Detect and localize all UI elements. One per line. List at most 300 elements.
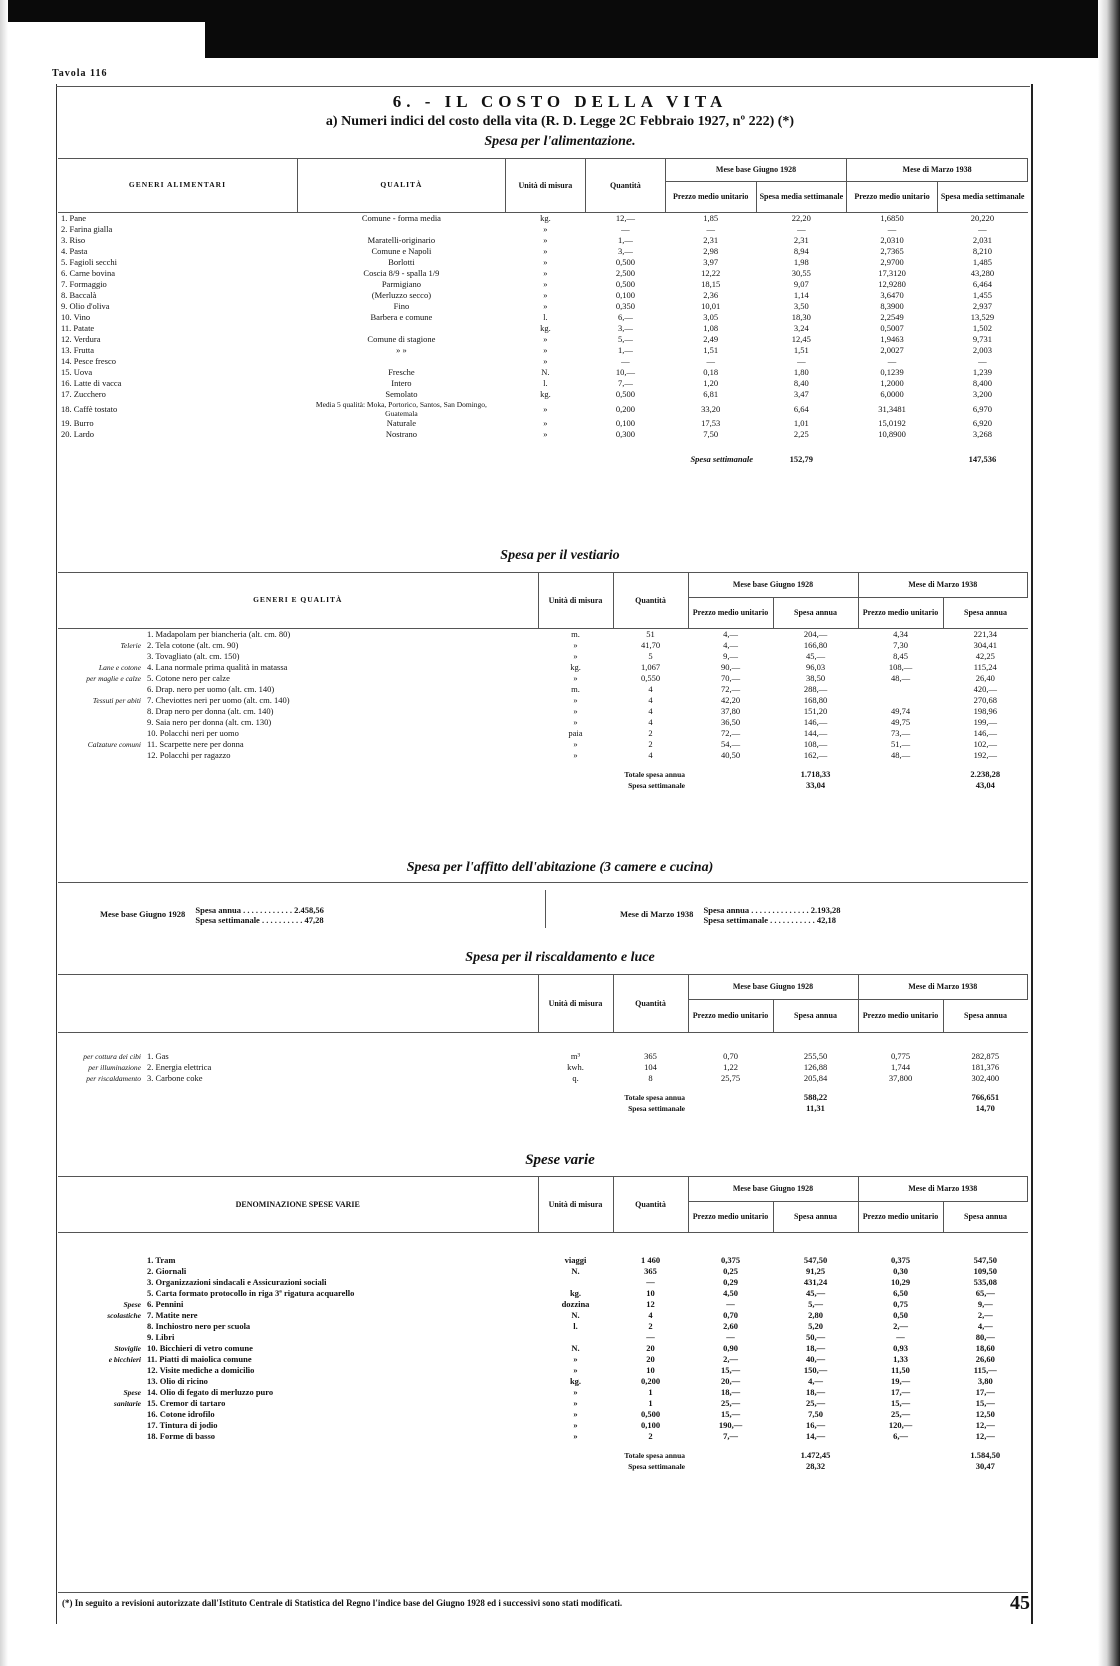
- heating-total-sett-label: Spesa settimanale: [628, 1104, 685, 1113]
- food-cell-prezzo-marzo: 0,1239: [880, 367, 904, 377]
- clothing-row: [58, 673, 1028, 684]
- clothing-cell-spesa-base: 162,—: [803, 750, 828, 760]
- misc-cell-prezzo-marzo: 25,—: [890, 1409, 911, 1419]
- misc-cell-prezzo-base: 2,—: [723, 1354, 738, 1364]
- misc-total-sett-label: Spesa settimanale: [628, 1462, 685, 1471]
- misc-col-spesa-base: Spesa annua: [773, 1202, 858, 1233]
- clothing-cell-gruppo: [58, 728, 144, 739]
- misc-cell-gruppo: [58, 1288, 144, 1299]
- food-cell-qualita: [297, 356, 505, 367]
- misc-total-annua-marzo: 1.584,50: [970, 1450, 1001, 1460]
- clothing-cell-prezzo-marzo: 4,34: [893, 629, 908, 639]
- misc-cell-unita: N.: [571, 1343, 580, 1353]
- misc-cell-voce: 16. Cotone idrofilo: [147, 1409, 215, 1419]
- food-cell-genere: 19. Burro: [61, 418, 94, 428]
- clothing-col-unita: Unità di misura: [538, 573, 613, 629]
- clothing-cell-unita: »: [573, 706, 578, 716]
- page-subtitle: a) Numeri indici del costo della vita (R. D. Legge 2C Febbraio 1927, nº 222) (*): [325, 114, 795, 129]
- misc-cell-prezzo-base: 0,25: [723, 1266, 738, 1276]
- food-row: [58, 235, 1028, 246]
- heating-cell-voce: 1. Gas: [147, 1051, 169, 1061]
- clothing-cell-gruppo: [58, 684, 144, 695]
- heating-table: [58, 974, 1028, 1114]
- clothing-cell-prezzo-marzo: 49,75: [890, 717, 911, 727]
- misc-cell-prezzo-base: —: [726, 1332, 735, 1342]
- food-cell-qualita: » »: [396, 345, 407, 355]
- misc-row: [58, 1376, 1028, 1387]
- food-cell-spesa-base: 2,31: [793, 235, 809, 245]
- misc-cell-prezzo-base: 0,375: [720, 1255, 741, 1265]
- clothing-cell-prezzo-marzo: 48,—: [890, 750, 911, 760]
- rent-marzo-annua-label: Spesa annua: [703, 905, 750, 915]
- food-total-marzo: 147,536: [968, 454, 997, 464]
- misc-row: [58, 1299, 1028, 1310]
- food-cell-prezzo-marzo: —: [887, 224, 897, 234]
- heating-cell-spesa-marzo: 282,875: [971, 1051, 1000, 1061]
- food-cell-genere: 5. Fagioli secchi: [61, 257, 117, 267]
- food-cell-quantita: 10,—: [615, 367, 635, 377]
- misc-cell-unita: l.: [573, 1321, 578, 1331]
- clothing-cell-spesa-marzo: 192,—: [973, 750, 997, 760]
- food-cell-unita: l.: [543, 378, 548, 388]
- misc-cell-spesa-base: 40,—: [805, 1354, 826, 1364]
- food-cell-genere: 2. Farina gialla: [61, 224, 113, 234]
- food-cell-quantita: 0,500: [615, 389, 635, 399]
- clothing-col-spesa-marzo: Spesa annua: [943, 598, 1028, 629]
- misc-cell-gruppo: [58, 1431, 144, 1442]
- clothing-cell-gruppo: Calzature comuni: [87, 740, 141, 749]
- misc-cell-prezzo-marzo: 6,50: [893, 1288, 908, 1298]
- food-cell-prezzo-base: 1,20: [703, 378, 719, 388]
- misc-cell-spesa-marzo: 547,50: [973, 1255, 997, 1265]
- food-cell-spesa-base: 22,20: [791, 213, 811, 223]
- food-cell-genere: 3. Riso: [61, 235, 86, 245]
- food-cell-spesa-marzo: 13,529: [970, 312, 995, 322]
- clothing-total-sett-base: 33,04: [805, 780, 826, 790]
- food-cell-prezzo-base: 6,81: [703, 389, 719, 399]
- food-cell-spesa-base: 1,98: [793, 257, 809, 267]
- heating-total-sett-base: 11,31: [806, 1103, 825, 1113]
- food-cell-quantita: 1,—: [617, 235, 633, 245]
- misc-col-base: Mese base Giugno 1928: [688, 1177, 858, 1202]
- food-cell-spesa-marzo: 8,210: [972, 246, 992, 256]
- food-cell-spesa-marzo: 1,455: [972, 290, 992, 300]
- clothing-cell-prezzo-base: 36,50: [720, 717, 741, 727]
- food-cell-spesa-marzo: 20,220: [970, 213, 995, 223]
- food-cell-spesa-base: 8,94: [793, 246, 809, 256]
- clothing-cell-prezzo-marzo: 49,74: [890, 706, 911, 716]
- misc-cell-prezzo-marzo: 0,50: [893, 1310, 908, 1320]
- food-cell-quantita: 2,500: [615, 268, 635, 278]
- food-cell-prezzo-base: —: [706, 224, 715, 234]
- clothing-cell-voce: 6. Drap. nero per uomo (alt. cm. 140): [147, 684, 275, 694]
- clothing-cell-prezzo-marzo: 51,—: [890, 739, 911, 749]
- food-cell-genere: 11. Patate: [61, 323, 95, 333]
- misc-cell-quantita: 4: [648, 1310, 653, 1320]
- section-rent-title: Spesa per l'affitto dell'abitazione (3 camere e cucina): [406, 860, 714, 875]
- misc-cell-voce: 10. Bicchieri di vetro comune: [147, 1343, 253, 1353]
- misc-cell-gruppo: [58, 1266, 144, 1277]
- misc-row: [58, 1343, 1028, 1354]
- heating-cell-unita: q.: [572, 1073, 579, 1083]
- heating-total-annua-label: Totale spesa annua: [624, 1093, 685, 1102]
- food-cell-genere: 17. Zucchero: [61, 389, 106, 399]
- misc-cell-voce: 18. Forme di basso: [147, 1431, 215, 1441]
- clothing-cell-quantita: 4: [648, 695, 653, 705]
- food-cell-prezzo-base: 2,98: [703, 246, 719, 256]
- food-cell-spesa-marzo: 1,502: [972, 323, 992, 333]
- food-cell-prezzo-base: 2,36: [703, 290, 719, 300]
- misc-cell-spesa-base: 25,—: [805, 1398, 826, 1408]
- misc-cell-prezzo-marzo: 0,375: [890, 1255, 911, 1265]
- misc-row: [58, 1288, 1028, 1299]
- misc-cell-prezzo-marzo: 10,29: [890, 1277, 911, 1287]
- food-cell-unita: »: [543, 246, 548, 256]
- food-cell-genere: 20. Lardo: [61, 429, 95, 439]
- rent-base-annua: 2.458,56: [294, 905, 324, 915]
- misc-cell-quantita: 0,200: [640, 1376, 661, 1386]
- clothing-cell-voce: 12. Polacchi per ragazzo: [147, 750, 231, 760]
- food-cell-quantita: 3,—: [617, 323, 633, 333]
- misc-cell-voce: 14. Olio di fegato di merluzzo puro: [147, 1387, 274, 1397]
- food-cell-spesa-base: 18,30: [791, 312, 811, 322]
- heating-cell-spesa-base: 126,88: [803, 1062, 828, 1072]
- clothing-cell-prezzo-base: 90,—: [720, 662, 741, 672]
- food-cell-unita: »: [543, 418, 548, 428]
- clothing-cell-unita: kg.: [570, 662, 581, 672]
- clothing-cell-spesa-base: 96,03: [805, 662, 826, 672]
- clothing-cell-prezzo-base: 42,20: [720, 695, 741, 705]
- clothing-total-sett-marzo: 43,04: [975, 780, 995, 790]
- clothing-cell-gruppo: [58, 717, 144, 728]
- rent-base: Mese base Giugno 1928 Spesa annua . . . . . . . . . . . . 2.458,56 Spesa settimanale . . . . . . . . . . 47,28: [100, 905, 324, 925]
- clothing-cell-spesa-base: 146,—: [803, 717, 828, 727]
- misc-cell-unita: »: [573, 1398, 578, 1408]
- misc-row: [58, 1354, 1028, 1365]
- food-cell-prezzo-marzo: 10,8900: [878, 429, 906, 439]
- food-col-spesa-base: Spesa media settimanale: [756, 182, 847, 213]
- misc-col-unita: Unità di misura: [538, 1177, 613, 1233]
- food-cell-quantita: 1,—: [617, 345, 633, 355]
- misc-cell-spesa-base: 2,80: [808, 1310, 823, 1320]
- food-cell-quantita: 0,500: [615, 279, 635, 289]
- misc-cell-prezzo-marzo: 17,—: [890, 1387, 911, 1397]
- food-cell-spesa-base: 3,47: [793, 389, 809, 399]
- food-cell-qualita: Coscia 8/9 - spalla 1/9: [363, 268, 440, 278]
- clothing-cell-unita: »: [573, 750, 578, 760]
- misc-cell-prezzo-base: 0,70: [723, 1310, 738, 1320]
- food-cell-unita: »: [543, 290, 548, 300]
- misc-cell-prezzo-marzo: 0,30: [893, 1266, 908, 1276]
- misc-cell-unita: kg.: [569, 1288, 582, 1298]
- food-col-prezzo-base: Prezzo medio unitario: [665, 182, 756, 213]
- misc-cell-prezzo-base: 0,90: [723, 1343, 738, 1353]
- clothing-cell-voce: 3. Tovagliato (alt. cm. 150): [147, 651, 240, 661]
- clothing-cell-spesa-marzo: 270,68: [973, 695, 997, 705]
- clothing-cell-voce: 1. Madapolam per biancheria (alt. cm. 80): [147, 629, 291, 639]
- clothing-col-marzo: Mese di Marzo 1938: [858, 573, 1028, 598]
- misc-cell-voce: 5. Carta formato protocollo in riga 3ª rigatura acquarello: [147, 1288, 355, 1298]
- clothing-total-annua-base: 1.718,33: [800, 769, 831, 779]
- misc-cell-spesa-marzo: 4,—: [977, 1321, 993, 1331]
- food-cell-genere: 1. Pane: [61, 213, 87, 223]
- misc-cell-spesa-base: 5,—: [808, 1299, 823, 1309]
- heating-cell-prezzo-base: 25,75: [720, 1073, 741, 1083]
- heating-cell-quantita: 365: [644, 1051, 657, 1061]
- food-cell-quantita: 5,—: [617, 334, 633, 344]
- misc-cell-unita: »: [573, 1354, 578, 1364]
- clothing-cell-spesa-marzo: 420,—: [973, 684, 997, 694]
- misc-cell-unita: »: [573, 1365, 578, 1375]
- misc-row: [58, 1277, 1028, 1288]
- clothing-cell-quantita: 2: [648, 739, 653, 749]
- clothing-cell-unita: »: [573, 717, 578, 727]
- food-cell-quantita: 7,—: [617, 378, 633, 388]
- food-cell-prezzo-base: —: [706, 356, 715, 366]
- food-cell-unita: »: [543, 224, 548, 234]
- food-cell-quantita: 0,350: [615, 301, 635, 311]
- food-cell-quantita: 0,200: [615, 403, 635, 414]
- misc-cell-spesa-marzo: 12,—: [975, 1431, 995, 1441]
- food-cell-prezzo-marzo: 1,2000: [880, 378, 904, 388]
- misc-table-body: [58, 1255, 1028, 1442]
- footnote-rule: [58, 1592, 1028, 1593]
- food-cell-prezzo-marzo: 3,6470: [880, 290, 904, 300]
- rent-base-sett: 47,28: [304, 915, 324, 925]
- misc-cell-gruppo: [58, 1376, 144, 1387]
- misc-cell-voce: 6. Pennini: [147, 1299, 184, 1309]
- clothing-col-base: Mese base Giugno 1928: [688, 573, 858, 598]
- misc-cell-spesa-marzo: 12,50: [975, 1409, 995, 1419]
- rent-marzo-sett: 42,18: [816, 915, 837, 925]
- rent-divider: [545, 890, 546, 928]
- clothing-cell-gruppo: [58, 629, 144, 641]
- misc-cell-spesa-marzo: 535,08: [973, 1277, 997, 1287]
- heating-cell-prezzo-marzo: 1,744: [890, 1062, 911, 1072]
- clothing-cell-prezzo-marzo: 73,—: [890, 728, 911, 738]
- rent-marzo: Mese di Marzo 1938 Spesa annua . . . . . . . . . . . . . . 2.193,28 Spesa settimanale . . . . . . . . . . . 42,18: [620, 905, 841, 925]
- food-cell-genere: 16. Latte di vacca: [61, 378, 122, 388]
- food-row: [58, 213, 1028, 225]
- misc-cell-spesa-marzo: 26,60: [975, 1354, 995, 1364]
- food-cell-genere: 15. Uova: [61, 367, 93, 377]
- food-cell-prezzo-base: 2,31: [703, 235, 719, 245]
- heating-cell-gruppo: per illuminazione: [88, 1063, 141, 1072]
- misc-cell-spesa-marzo: 18,60: [975, 1343, 995, 1353]
- clothing-cell-gruppo: Telerie: [120, 641, 141, 650]
- food-row: [58, 345, 1028, 356]
- clothing-cell-prezzo-marzo: 48,—: [890, 673, 911, 683]
- misc-cell-unita: »: [573, 1420, 578, 1430]
- food-cell-unita: »: [543, 257, 548, 267]
- misc-table: [58, 1176, 1028, 1472]
- food-row: [58, 323, 1028, 334]
- clothing-cell-gruppo: [58, 651, 144, 662]
- clothing-cell-voce: 2. Tela cotone (alt. cm. 90): [147, 640, 239, 650]
- clothing-cell-spesa-base: 45,—: [805, 651, 826, 661]
- section-heating-title: Spesa per il riscaldamento e luce: [465, 950, 655, 965]
- section-misc-title: Spese varie: [525, 1152, 595, 1168]
- heating-cell-spesa-base: 255,50: [803, 1051, 828, 1061]
- food-cell-qualita: [297, 224, 505, 235]
- heating-table-body: [58, 1051, 1028, 1084]
- food-cell-spesa-marzo: 43,280: [970, 268, 995, 278]
- clothing-row: [58, 728, 1028, 739]
- misc-cell-unita: »: [573, 1387, 578, 1397]
- clothing-cell-voce: 10. Polacchi neri per uomo: [147, 728, 239, 738]
- misc-cell-quantita: 2: [648, 1321, 653, 1331]
- misc-cell-prezzo-base: 7,—: [723, 1431, 738, 1441]
- misc-cell-gruppo: e bicchieri: [108, 1355, 141, 1364]
- food-cell-qualita: Borlotti: [388, 257, 415, 267]
- food-cell-prezzo-marzo: 2,2549: [880, 312, 904, 322]
- food-cell-spesa-marzo: 6,464: [972, 279, 992, 289]
- food-cell-spesa-base: 1,51: [793, 345, 809, 355]
- clothing-cell-quantita: 4: [648, 684, 653, 694]
- clothing-cell-unita: »: [573, 739, 578, 749]
- heating-col-marzo: Mese di Marzo 1938: [858, 975, 1028, 1000]
- misc-cell-gruppo: Spese: [123, 1388, 141, 1397]
- clothing-cell-gruppo: per maglie e calze: [86, 674, 141, 683]
- clothing-cell-quantita: 4: [648, 750, 653, 760]
- misc-cell-unita: [538, 1277, 613, 1288]
- clothing-cell-quantita: 0,550: [640, 673, 661, 683]
- food-row: [58, 301, 1028, 312]
- misc-cell-unita: kg.: [569, 1376, 582, 1386]
- misc-cell-spesa-marzo: 3,80: [977, 1376, 993, 1386]
- food-cell-prezzo-base: 3,97: [703, 257, 719, 267]
- food-cell-spesa-base: 1,01: [793, 418, 809, 428]
- misc-cell-prezzo-base: 18,—: [720, 1387, 741, 1397]
- food-row: [58, 312, 1028, 323]
- heating-cell-prezzo-marzo: 37,800: [888, 1073, 913, 1083]
- rent-marzo-sett-label: Spesa settimanale: [703, 915, 769, 925]
- clothing-cell-spesa-base: 108,—: [803, 739, 828, 749]
- heating-cell-voce: 3. Carbone coke: [147, 1073, 203, 1083]
- misc-cell-gruppo: [58, 1332, 144, 1343]
- misc-cell-spesa-marzo: 12,—: [975, 1420, 995, 1430]
- food-cell-unita: »: [543, 403, 548, 414]
- food-cell-prezzo-base: 1,51: [703, 345, 719, 355]
- food-cell-spesa-base: 8,40: [793, 378, 809, 388]
- misc-cell-voce: 2. Giornali: [147, 1266, 187, 1276]
- misc-cell-quantita: 1: [648, 1398, 653, 1408]
- food-cell-qualita: Naturale: [386, 418, 417, 428]
- clothing-cell-spesa-base: 168,80: [803, 695, 828, 705]
- scan-edge-left: [0, 0, 8, 1666]
- misc-cell-quantita: 12: [646, 1299, 655, 1309]
- heating-col-prezzo-base: Prezzo medio unitario: [688, 1000, 773, 1033]
- clothing-cell-prezzo-base: 70,—: [720, 673, 741, 683]
- misc-row: [58, 1332, 1028, 1343]
- food-row: [58, 334, 1028, 345]
- misc-cell-prezzo-marzo: 6,—: [893, 1431, 908, 1441]
- food-cell-prezzo-base: 3,05: [703, 312, 719, 322]
- heating-col-prezzo-marzo: Prezzo medio unitario: [858, 1000, 943, 1033]
- heating-col-spesa-marzo: Spesa annua: [943, 1000, 1028, 1033]
- misc-cell-quantita: 20: [646, 1343, 655, 1353]
- misc-cell-prezzo-marzo: 2,—: [893, 1321, 908, 1331]
- food-cell-unita: kg.: [540, 389, 551, 399]
- misc-cell-gruppo: Spese: [123, 1300, 141, 1309]
- food-cell-prezzo-marzo: 15,0192: [878, 418, 906, 428]
- heating-cell-voce: 2. Energia elettrica: [147, 1062, 212, 1072]
- misc-cell-prezzo-marzo: 0,75: [893, 1299, 908, 1309]
- clothing-cell-quantita: 51: [646, 629, 655, 639]
- food-cell-prezzo-marzo: 31,3481: [878, 403, 906, 414]
- rent-base-label: Mese base Giugno 1928: [100, 908, 186, 919]
- misc-row: [58, 1310, 1028, 1321]
- misc-cell-voce: 12. Visite mediche a domicilio: [147, 1365, 255, 1375]
- rent-base-sett-label: Spesa settimanale: [195, 915, 260, 925]
- clothing-cell-spesa-marzo: 146,—: [973, 728, 997, 738]
- clothing-row: [58, 695, 1028, 706]
- clothing-row: [58, 717, 1028, 728]
- food-col-spesa-marzo: Spesa media settimanale: [937, 182, 1027, 213]
- footnote: (*) In seguito a revisioni autorizzate dall'Istituto Centrale di Statistica del Regno l'indice base del Giugno 1928 ed i successivi sono stati modificati.: [62, 1598, 623, 1608]
- clothing-col-prezzo-base: Prezzo medio unitario: [688, 598, 773, 629]
- misc-cell-spesa-base: 547,50: [803, 1255, 828, 1265]
- misc-col-quantita: Quantità: [613, 1177, 688, 1233]
- food-cell-prezzo-base: 1,85: [703, 213, 719, 223]
- clothing-cell-spesa-marzo: 42,25: [975, 651, 995, 661]
- heating-col-blank: [58, 975, 538, 1033]
- clothing-cell-spesa-marzo: 304,41: [973, 640, 997, 650]
- clothing-cell-unita: »: [573, 651, 578, 661]
- heating-row: [58, 1073, 1028, 1084]
- clothing-cell-prezzo-base: 9,—: [723, 651, 738, 661]
- food-cell-unita: »: [543, 235, 548, 245]
- misc-cell-spesa-base: 18,—: [805, 1387, 826, 1397]
- rent-base-annua-label: Spesa annua: [195, 905, 241, 915]
- food-cell-qualita: Nostrano: [385, 429, 417, 439]
- food-cell-spesa-base: 30,55: [791, 268, 811, 278]
- clothing-cell-quantita: 2: [648, 728, 653, 738]
- misc-cell-unita: N.: [571, 1266, 580, 1276]
- clothing-row: [58, 706, 1028, 717]
- food-row: [58, 246, 1028, 257]
- food-cell-prezzo-marzo: 2,7365: [880, 246, 904, 256]
- clothing-table-body: [58, 629, 1028, 762]
- clothing-cell-voce: 4. Lana normale prima qualità in matassa: [147, 662, 288, 672]
- food-cell-unita: kg.: [540, 323, 551, 333]
- misc-cell-prezzo-base: —: [726, 1299, 735, 1309]
- food-cell-qualita: Comune - forma media: [361, 213, 441, 223]
- clothing-cell-prezzo-base: 72,—: [720, 684, 741, 694]
- food-cell-prezzo-marzo: 2,9700: [880, 257, 904, 267]
- misc-cell-spesa-base: 45,—: [805, 1288, 826, 1298]
- food-cell-genere: 18. Caffè tostato: [61, 403, 118, 414]
- misc-cell-spesa-marzo: 65,—: [975, 1288, 995, 1298]
- food-row: [58, 378, 1028, 389]
- misc-cell-prezzo-base: 190,—: [718, 1420, 743, 1430]
- misc-col-marzo: Mese di Marzo 1938: [858, 1177, 1028, 1202]
- misc-col-prezzo-base: Prezzo medio unitario: [688, 1202, 773, 1233]
- heating-col-base: Mese base Giugno 1928: [688, 975, 858, 1000]
- food-cell-spesa-marzo: 8,400: [972, 378, 992, 388]
- food-cell-prezzo-marzo: 2,0310: [880, 235, 904, 245]
- misc-cell-prezzo-marzo: 15,—: [890, 1398, 911, 1408]
- food-col-base: Mese base Giugno 1928: [665, 159, 846, 182]
- clothing-cell-quantita: 41,70: [640, 640, 661, 650]
- clothing-cell-voce: 7. Cheviottes neri per uomo (alt. cm. 140): [147, 695, 290, 705]
- heating-cell-spesa-marzo: 302,400: [971, 1073, 1000, 1083]
- food-cell-genere: 4. Pasta: [61, 246, 88, 256]
- misc-col-prezzo-marzo: Prezzo medio unitario: [858, 1202, 943, 1233]
- misc-cell-spesa-marzo: 2,—: [977, 1310, 993, 1320]
- misc-cell-unita: »: [573, 1409, 578, 1419]
- misc-row: [58, 1255, 1028, 1266]
